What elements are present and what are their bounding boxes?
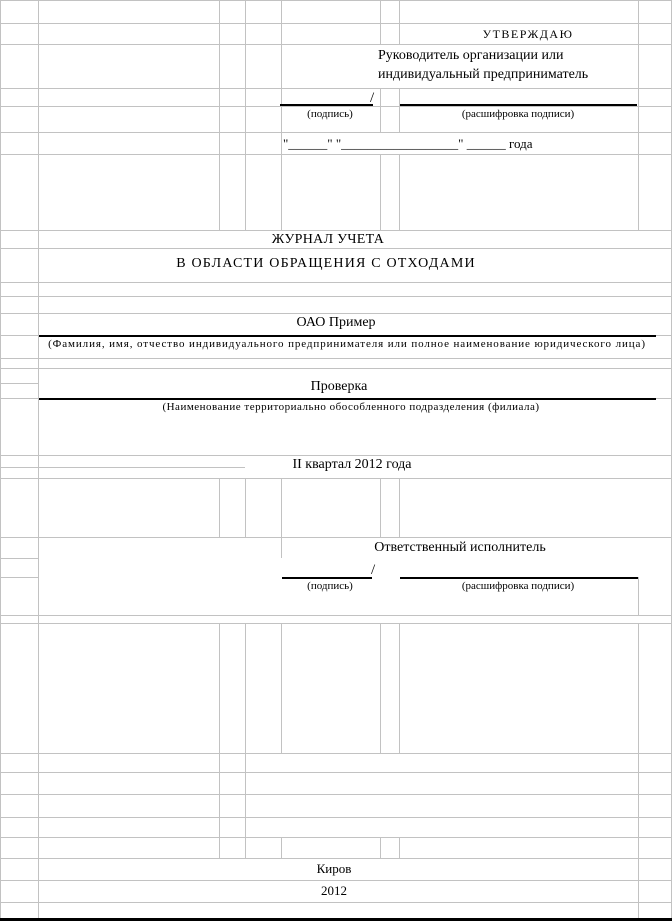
subdivision-caption: (Наименование территориально обособленного подразделения (филиала) bbox=[162, 401, 540, 413]
grid-line bbox=[219, 478, 220, 537]
grid-line bbox=[0, 23, 672, 24]
journal-title-line1: ЖУРНАЛ УЧЕТА bbox=[271, 232, 385, 247]
grid-line bbox=[0, 772, 672, 773]
date-blank-line: "______" "__________________" ______ года bbox=[283, 136, 533, 151]
grid-line bbox=[0, 282, 672, 283]
grid-line bbox=[0, 154, 672, 155]
grid-line bbox=[380, 154, 381, 230]
grid-line bbox=[0, 537, 672, 538]
grid-line bbox=[0, 88, 672, 89]
grid-line bbox=[0, 230, 672, 231]
signature-slash-top: / bbox=[370, 90, 375, 106]
grid-line bbox=[0, 880, 672, 881]
grid-line bbox=[0, 0, 1, 921]
approver-title: Руководитель организации или индивидуальный предприниматель bbox=[378, 48, 589, 82]
subdivision-name: Проверка bbox=[310, 379, 368, 394]
grid-line bbox=[245, 478, 246, 537]
grid-line bbox=[0, 368, 672, 369]
signature-line-bottom-left bbox=[282, 577, 372, 579]
executor-label: Ответственный исполнитель bbox=[374, 540, 546, 555]
grid-line bbox=[0, 478, 672, 479]
grid-line bbox=[245, 623, 246, 858]
organization-caption: (Фамилия, имя, отчество индивидуального предпринимателя или полное наименование юридического лица) bbox=[48, 338, 646, 350]
grid-line bbox=[0, 623, 672, 624]
grid-line bbox=[0, 358, 672, 359]
page-bottom-border bbox=[0, 918, 672, 921]
grid-line bbox=[0, 577, 38, 578]
grid-line bbox=[399, 88, 400, 132]
grid-line bbox=[399, 837, 400, 858]
grid-line bbox=[638, 623, 639, 918]
journal-title-line2: В ОБЛАСТИ ОБРАЩЕНИЯ С ОТХОДАМИ bbox=[176, 256, 476, 271]
grid-line bbox=[638, 577, 639, 615]
footer-city: Киров bbox=[316, 861, 352, 876]
signature-line-top-right bbox=[400, 104, 637, 106]
grid-line bbox=[380, 88, 381, 132]
grid-line bbox=[219, 623, 220, 858]
grid-line bbox=[245, 0, 246, 230]
grid-line bbox=[0, 248, 672, 249]
grid-line bbox=[380, 0, 381, 44]
organization-underline bbox=[39, 335, 656, 337]
grid-line bbox=[399, 478, 400, 537]
footer-year: 2012 bbox=[321, 883, 347, 898]
grid-line bbox=[219, 0, 220, 230]
grid-line bbox=[0, 837, 672, 838]
grid-line bbox=[281, 837, 282, 858]
grid-line bbox=[0, 817, 672, 818]
grid-line bbox=[281, 0, 282, 230]
grid-line bbox=[399, 623, 400, 753]
signature-line-top-left bbox=[280, 104, 373, 106]
executor-decode-caption: (расшифровка подписи) bbox=[461, 580, 575, 592]
grid-line bbox=[0, 0, 672, 1]
grid-line bbox=[0, 858, 672, 859]
grid-line bbox=[0, 106, 672, 107]
grid-line bbox=[380, 623, 381, 753]
grid-line bbox=[0, 558, 38, 559]
signature-line-bottom-right bbox=[400, 577, 638, 579]
grid-line bbox=[0, 902, 672, 903]
organization-name: ОАО Пример bbox=[296, 315, 376, 330]
grid-line bbox=[638, 0, 639, 230]
grid-line bbox=[0, 132, 672, 133]
grid-line bbox=[380, 478, 381, 537]
grid-line bbox=[0, 296, 672, 297]
executor-signature-caption: (подпись) bbox=[307, 580, 353, 592]
grid-line bbox=[0, 794, 672, 795]
reporting-period: II квартал 2012 года bbox=[292, 457, 412, 472]
approve-stamp-label: УТВЕРЖДАЮ bbox=[482, 27, 574, 41]
grid-line bbox=[281, 623, 282, 753]
grid-line bbox=[0, 467, 245, 468]
grid-line bbox=[380, 837, 381, 858]
grid-line bbox=[0, 383, 39, 384]
grid-line bbox=[0, 753, 672, 754]
grid-line bbox=[281, 478, 282, 558]
grid-line bbox=[399, 154, 400, 230]
subdivision-underline bbox=[39, 398, 656, 400]
signature-slash-bottom: / bbox=[371, 562, 376, 578]
grid-line bbox=[38, 0, 39, 921]
grid-line bbox=[399, 0, 400, 44]
grid-line bbox=[0, 615, 672, 616]
grid-line bbox=[0, 455, 672, 456]
grid-line bbox=[0, 44, 672, 45]
signature-decode-caption-top: (расшифровка подписи) bbox=[461, 108, 575, 120]
signature-caption-top: (подпись) bbox=[307, 108, 353, 120]
grid-line bbox=[0, 313, 672, 314]
